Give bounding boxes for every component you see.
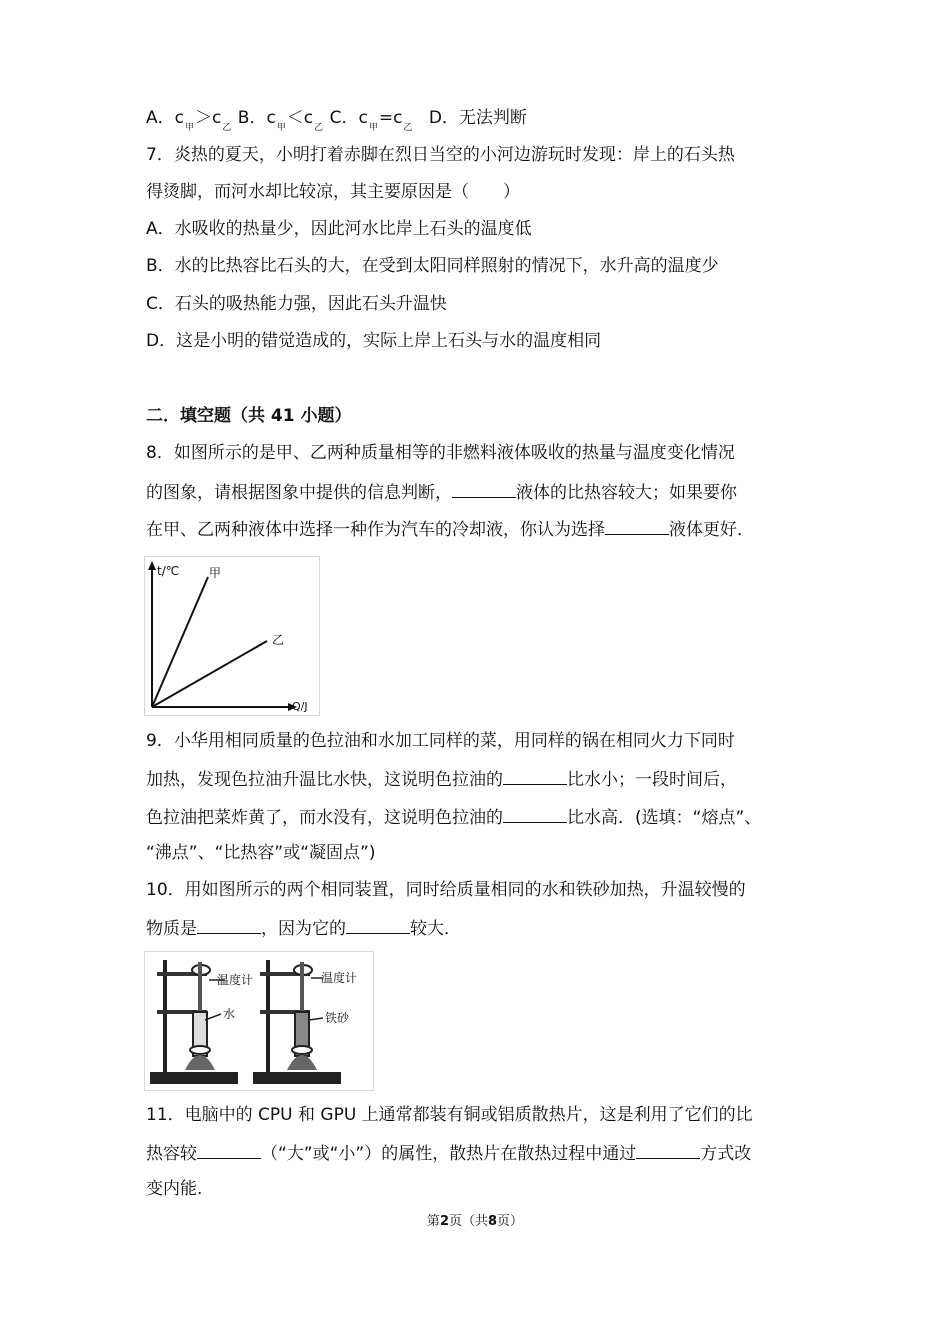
q8-graph-svg — [145, 557, 319, 715]
right-label-pointer-2 — [309, 1018, 323, 1020]
footer-page-number: 2 — [439, 1214, 449, 1229]
right-flame-ring — [292, 1046, 312, 1054]
left-apparatus — [150, 960, 253, 1084]
q7-stem-line1: 7．炎热的夏天，小明打着赤脚在烈日当空的小河边游玩时发现：岸上的石头热 — [146, 145, 735, 165]
q9-line3: 色拉油把菜炸黄了，而水没有，这说明色拉油的 比水高．(选填：“熔点”、 — [146, 804, 761, 830]
label-yi: 乙 — [272, 633, 285, 647]
q9-line1: 9．小华用相同质量的色拉油和水加工同样的菜，用同样的锅在相同火力下同时 — [146, 731, 735, 751]
q7-option-d: D．这是小明的错觉造成的，实际上岸上石头与水的温度相同 — [146, 331, 602, 351]
q6-option-c: C．$c_甲=c_乙$ — [329, 108, 413, 133]
q9-line2: 加热，发现色拉油升温比水快，这说明色拉油的 比水小；一段时间后， — [146, 766, 737, 792]
q11-blank-2[interactable] — [636, 1140, 700, 1159]
q9-blank-2[interactable] — [503, 804, 567, 823]
q11-line1: 11．电脑中的 CPU 和 GPU 上通常都装有铜或铝质散热片，这是利用了它们的比 — [146, 1105, 753, 1125]
q11-line3: 变内能. — [146, 1179, 203, 1199]
left-stand-rod — [163, 960, 167, 1074]
q8-line3: 在甲、乙两种液体中选择一种作为汽车的冷却液，你认为选择 液体更好． — [146, 516, 754, 542]
q8-blank-1[interactable] — [452, 479, 516, 498]
q10-blank-1[interactable] — [197, 915, 261, 934]
line-jia — [152, 577, 208, 707]
q7-stem-line2: 得烫脚，而河水却比较凉，其主要原因是（ ） — [146, 182, 520, 202]
q7-option-c: C．石头的吸热能力强，因此石头升温快 — [146, 294, 447, 314]
q10-blank-2[interactable] — [346, 915, 410, 934]
section-title: 二．填空题（共 41 小题） — [146, 406, 352, 426]
q10-apparatus-figure — [144, 951, 374, 1091]
q8-blank-2[interactable] — [605, 516, 669, 535]
left-flame-ring — [190, 1046, 210, 1054]
page-footer: 第2页（共8页） — [426, 1214, 524, 1229]
q7-option-a: A．水吸收的热量少，因此河水比岸上石头的温度低 — [146, 219, 532, 239]
right-stand-rod — [266, 960, 270, 1074]
q7-option-b: B．水的比热容比石头的大，在受到太阳同样照射的情况下，水升高的温度少 — [146, 256, 719, 276]
q10-apparatus-svg — [145, 952, 373, 1090]
q6-options-line — [146, 106, 527, 133]
right-substance-label: 铁砂 — [325, 1011, 350, 1025]
q10-line2: 物质是 ，因为它的 较大． — [146, 915, 461, 941]
q11-line2: 热容较 （“大”或“小”）的属性，散热片在散热过程中通过 方式改 — [146, 1140, 751, 1166]
y-axis-label: t/℃ — [157, 564, 180, 578]
q6-option-d: D．无法判断 — [428, 108, 527, 128]
label-jia: 甲 — [209, 566, 222, 580]
right-apparatus — [253, 960, 357, 1084]
y-axis-arrow — [148, 561, 156, 570]
q9-blank-1[interactable] — [503, 766, 567, 785]
left-thermometer-label: 温度计 — [217, 973, 254, 987]
q8-graph-figure — [144, 556, 320, 716]
q8-line1: 8．如图所示的是甲、乙两种质量相等的非燃料液体吸收的热量与温度变化情况 — [146, 443, 735, 463]
q8-line2: 的图象，请根据图象中提供的信息判断， 液体的比热容较大；如果要你 — [146, 479, 737, 505]
x-axis-label: Q/J — [292, 700, 308, 713]
left-substance-label: 水 — [223, 1007, 236, 1021]
q6-option-b: B．$c_甲<c_乙$ — [237, 108, 324, 133]
left-burner — [185, 1055, 215, 1070]
q11-blank-1[interactable] — [197, 1140, 261, 1159]
right-thermometer-label: 温度计 — [321, 971, 358, 985]
q6-option-a: A．$c_甲>c_乙$ — [146, 108, 232, 133]
q9-line4: “沸点”、“比热容”或“凝固点”) — [146, 843, 376, 863]
q10-line1: 10．用如图所示的两个相同装置，同时给质量相同的水和铁砂加热，升温较慢的 — [146, 880, 746, 900]
footer-total-pages: 8 — [488, 1214, 498, 1229]
right-burner — [287, 1055, 317, 1070]
line-yi — [152, 641, 267, 707]
